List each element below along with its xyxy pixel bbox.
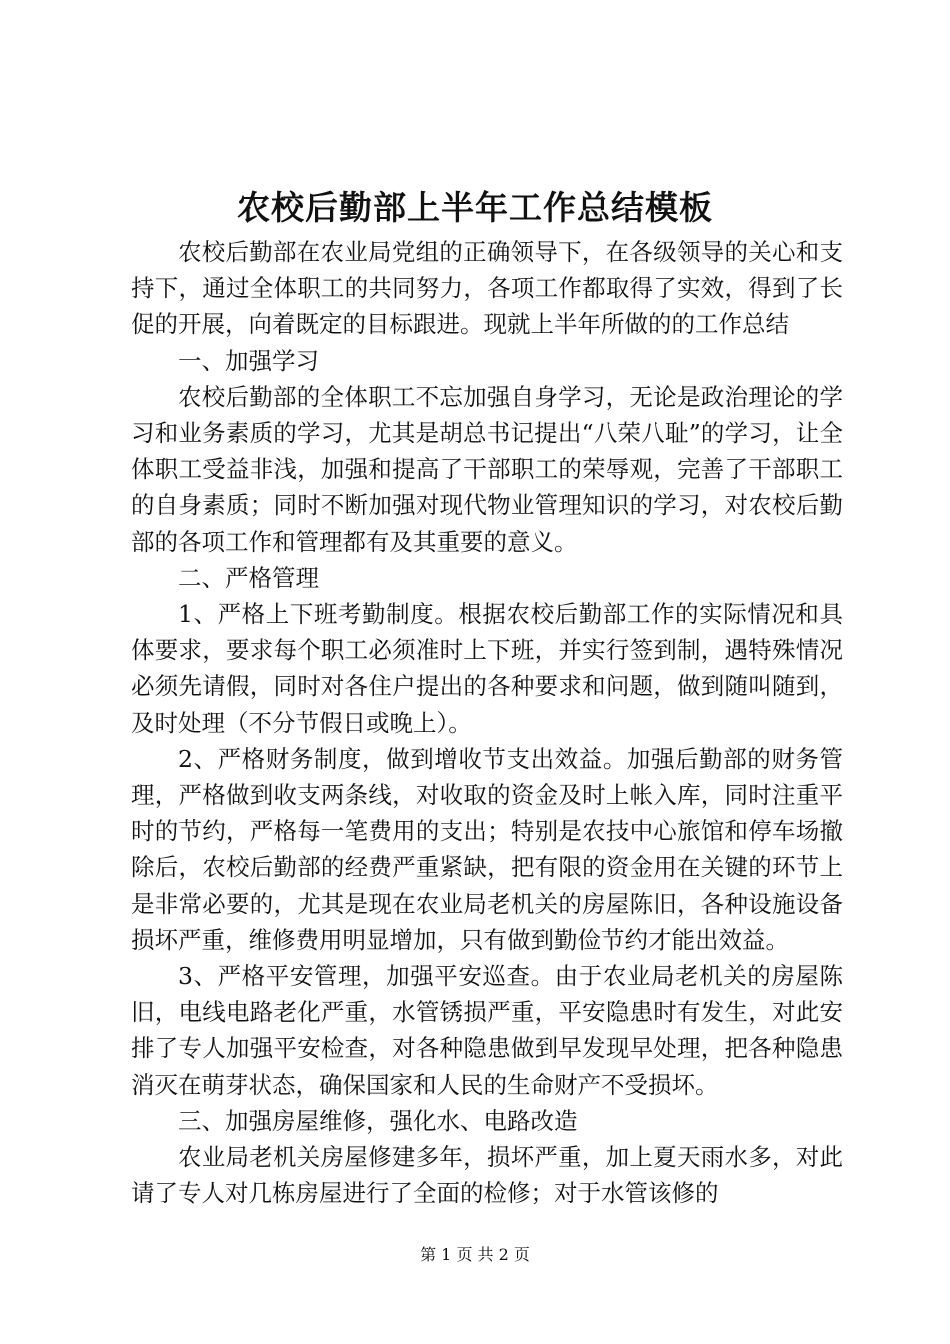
- paragraph-maintenance: 农业局老机关房屋修建多年，损坏严重，加上夏天雨水多，对此请了专人对几栋房屋进行了全面的检修；对于水管该修的: [131, 1143, 843, 1208]
- document-title: 农校后勤部上半年工作总结模板: [237, 188, 713, 227]
- paragraph-study: 农校后勤部的全体职工不忘加强自身学习，无论是政治理论的学习和业务素质的学习，尤其是胡总书记提出“八荣八耻”的学习，让全体职工受益非浅，加强和提高了干部职工的荣辱观，完善了干部职工的自身素质；同时不断加强对现代物业管理知识的学习，对农校后勤部的各项工作和管理都有及其重要的意义。: [131, 382, 843, 556]
- paragraph-safety: 3、严格平安管理，加强平安巡查。由于农业局老机关的房屋陈旧，电线电路老化严重，水管锈损严重，平安隐患时有发生，对此安排了专人加强平安检查，对各种隐患做到早发现早处理，把各种隐患消灭在萌芽状态，确保国家和人民的生命财产不受损坏。: [131, 962, 843, 1099]
- section-heading-1: 一、加强学习: [178, 346, 319, 375]
- section-heading-2: 二、严格管理: [178, 563, 319, 592]
- paragraph-attendance: 1、严格上下班考勤制度。根据农校后勤部工作的实际情况和具体要求，要求每个职工必须准时上下班，并实行签到制，遇特殊情况必须先请假，同时对各住户提出的各种要求和问题，做到随叫随到，及时处理（不分节假日或晚上）。: [131, 600, 843, 737]
- section-heading-3: 三、加强房屋维修，强化水、电路改造: [178, 1106, 578, 1135]
- paragraph-intro: 农校后勤部在农业局党组的正确领导下，在各级领导的关心和支持下，通过全体职工的共同努力，各项工作都取得了实效，得到了长促的开展，向着既定的目标跟进。现就上半年所做的的工作总结: [131, 238, 843, 339]
- paragraph-finance: 2、严格财务制度，做到增收节支出效益。加强后勤部的财务管理，严格做到收支两条线，对收取的资金及时上帐入库，同时注重平时的节约，严格每一笔费用的支出；特别是农技中心旅馆和停车场撤除后，农校后勤部的经费严重紧缺，把有限的资金用在关键的环节上是非常必要的，尤其是现在农业局老机关的房屋陈旧，各种设施设备损坏严重，维修费用明显增加，只有做到勤俭节约才能出效益。: [131, 744, 843, 954]
- page-footer: 第 1 页 共 2 页: [420, 1245, 530, 1264]
- document-body: [131, 234, 843, 1211]
